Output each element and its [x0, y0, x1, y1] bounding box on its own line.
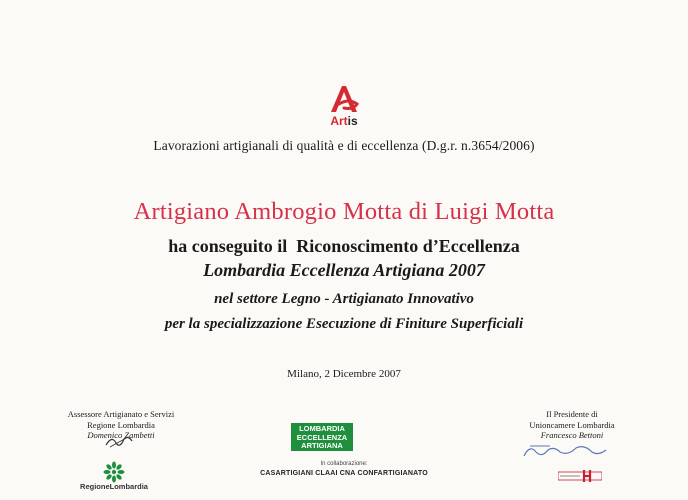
award-line-1	[0, 236, 688, 257]
award-sector: nel settore Legno - Artigianato Innovativo	[214, 291, 474, 307]
lea-line-1: LOMBARDIA	[299, 424, 345, 433]
artis-wordmark-dark: is	[347, 114, 358, 128]
award-line-1-text: ha conseguito il Riconoscimento d’Eccellenza	[168, 236, 520, 256]
recipient-name: Artigiano Ambrogio Motta di Luigi Motta	[133, 198, 555, 225]
right-name: Francesco Bettoni	[540, 430, 604, 440]
right-signature-icon	[520, 440, 610, 462]
unioncamere-logo-icon	[558, 468, 602, 484]
left-signature-icon	[104, 433, 134, 451]
right-org: Unioncamere Lombardia	[529, 419, 615, 430]
collaboration-label: In collaborazione:	[320, 461, 368, 467]
left-role: Assessore Artigianato e Servizi	[67, 409, 175, 419]
collaboration-names: CASARTIGIANI CLAAI CNA CONFARTIGIANATO	[260, 470, 428, 477]
artis-wordmark-red: Art	[330, 114, 348, 128]
lea-line-2: ECCELLENZA	[296, 432, 348, 442]
left-org: Regione Lombardia	[87, 419, 155, 430]
subtitle: Lavorazioni artigianali di qualità e di eccellenza (D.g.r. n.3654/2006)	[153, 138, 535, 153]
right-signatory	[512, 409, 632, 441]
lombardia-eccellenza-artigiana-logo	[291, 423, 353, 451]
artis-wordmark	[314, 115, 374, 127]
issue-date: Milano, 2 Dicembre 2007	[287, 368, 401, 380]
artis-logo	[314, 82, 374, 138]
artis-a-icon	[327, 82, 361, 116]
right-role: Il Presidente di	[546, 409, 598, 419]
left-name: Domenico Zambetti	[87, 430, 155, 440]
regione-lombardia-label: RegioneLombardia	[80, 482, 148, 491]
lea-line-3: ARTIGIANA	[301, 441, 343, 450]
award-title: Lombardia Eccellenza Artigiana 2007	[203, 260, 485, 280]
award-specialization: per la specializzazione Esecuzione di Finiture Superficiali	[164, 316, 524, 332]
